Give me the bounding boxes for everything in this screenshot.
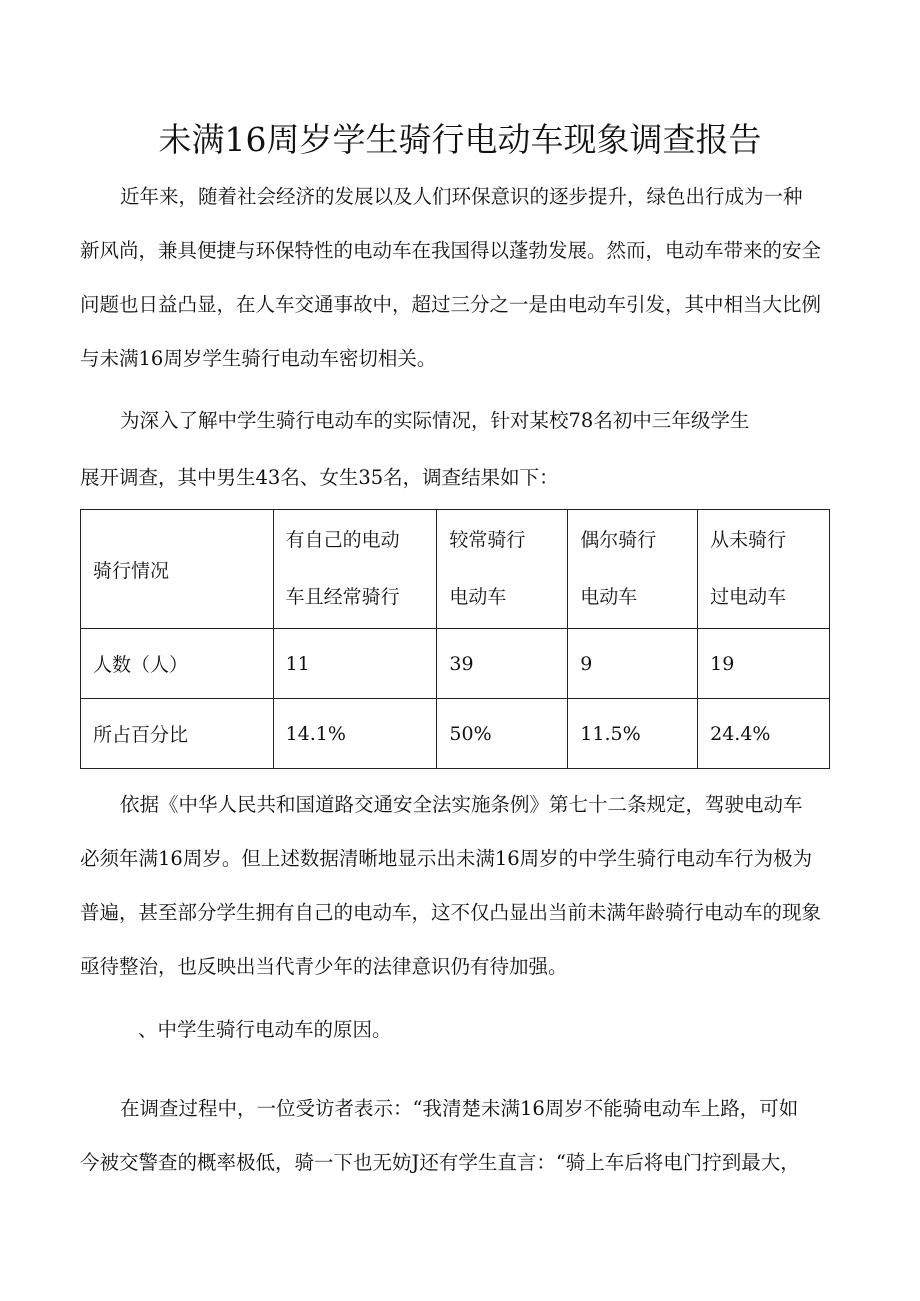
quote-line: 在调查过程中，一位受访者表示：“我清楚未满16周岁不能骑电动车上路，可如: [120, 1097, 799, 1120]
table-cell: 11: [273, 629, 437, 699]
survey-intro-paragraph-cont: [80, 451, 840, 505]
intro-line: 与未满16周岁学生骑行电动车密切相关。: [80, 347, 437, 370]
quote-paragraph: [80, 1082, 840, 1190]
law-line: 普遍，甚至部分学生拥有自己的电动车，这不仅凸显出当前未满年龄骑行电动车的现象: [80, 901, 822, 924]
table-row: [81, 629, 830, 699]
survey-intro-paragraph: [80, 394, 840, 448]
table-cell: 50%: [437, 699, 568, 769]
table-row-label: 人数（人）: [81, 629, 274, 699]
law-line: 亟待整治，也反映出当代青少年的法律意识仍有待加强。: [80, 955, 568, 978]
law-line: 必须年满16周岁。但上述数据清晰地显示出未满16周岁的中学生骑行电动车行为极为: [80, 847, 813, 870]
table-cell: 11.5%: [568, 699, 698, 769]
quote-line: 今被交警查的概率极低，骑一下也无妨J还有学生直言：“骑上车后将电门拧到最大，: [80, 1151, 800, 1174]
law-line: 依据《中华人民共和国道路交通安全法实施条例》第七十二条规定，驾驶电动车: [120, 793, 803, 816]
table-row-label: 所占百分比: [81, 699, 274, 769]
survey-table: [80, 509, 830, 769]
table-header-label: 骑行情况: [81, 510, 274, 629]
section-heading: [80, 1003, 840, 1057]
table-header-cell: 有自己的电动 车且经常骑行: [273, 510, 437, 629]
table-cell: 14.1%: [273, 699, 437, 769]
intro-line: 新风尚，兼具便捷与环保特性的电动车在我国得以蓬勃发展。然而，电动车带来的安全: [80, 239, 822, 262]
table-header-row: [81, 510, 830, 629]
intro-paragraph: [80, 170, 840, 386]
table-header-cell: 偶尔骑行 电动车: [568, 510, 698, 629]
intro-line: 近年来，随着社会经济的发展以及人们环保意识的逐步提升，绿色出行成为一种: [120, 185, 803, 208]
table-cell: 24.4%: [698, 699, 830, 769]
table-cell: 19: [698, 629, 830, 699]
survey-intro-line: 展开调查，其中男生43名、女生35名，调查结果如下：: [80, 466, 559, 489]
table-header-cell: 从未骑行 过电动车: [698, 510, 830, 629]
table-cell: 39: [437, 629, 568, 699]
document-title: 未满16周岁学生骑行电动车现象调查报告: [158, 120, 762, 159]
law-paragraph: [80, 778, 840, 994]
section-heading-text: 、中学生骑行电动车的原因。: [138, 1018, 392, 1041]
table-row: [81, 699, 830, 769]
table-header-cell: 较常骑行 电动车: [437, 510, 568, 629]
intro-line: 问题也日益凸显，在人车交通事故中，超过三分之一是由电动车引发，其中相当大比例: [80, 293, 822, 316]
survey-intro-line: 为深入了解中学生骑行电动车的实际情况，针对某校78名初中三年级学生: [120, 409, 750, 432]
table-cell: 9: [568, 629, 698, 699]
